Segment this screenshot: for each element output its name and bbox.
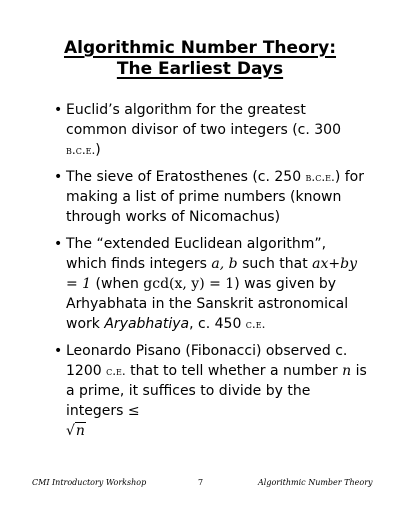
bullet-fibonacci (54, 341, 368, 441)
bullet-dot-icon: • (54, 236, 63, 252)
bullet-text: that to tell whether a number (125, 363, 343, 379)
bullet-text: The “extended Euclidean algorithm”, which finds integers (66, 236, 327, 272)
bullet-sieve (54, 167, 368, 227)
bullet-text: The sieve of Eratosthenes (c. 250 (66, 169, 306, 185)
math-expression: ax+by = 1 (66, 256, 358, 292)
bullet-text: Euclid’s algorithm for the greatest common divisor of two integers (c. 300 (66, 102, 341, 138)
footer-page-number: 7 (198, 478, 204, 487)
sqrt-expression (66, 422, 86, 439)
slide-title (0, 38, 400, 80)
bullet-text: Leonardo Pisano (Fibonacci) observed c. 1200 (66, 343, 348, 379)
sqrt-icon: √ (66, 423, 75, 439)
footer-left: CMI Introductory Workshop (32, 478, 147, 487)
bullet-text: (when (91, 276, 144, 292)
work-title: Aryabhatiya (104, 316, 190, 332)
bullet-extended-euclid (54, 234, 368, 334)
footer-right: Algorithmic Number Theory (258, 478, 373, 487)
bullet-text: , c. 450 (189, 316, 246, 332)
bullet-dot-icon: • (54, 169, 63, 185)
title-line-1: Algorithmic Number Theory: (63, 38, 337, 58)
bullet-text: ) (95, 142, 101, 158)
math-expression: a, b (211, 256, 238, 272)
leq-symbol: ≤ (127, 403, 140, 419)
bullet-dot-icon: • (54, 102, 63, 118)
bullet-text: such that (237, 256, 313, 272)
math-expression: gcd(x, y) = 1 (143, 276, 235, 292)
bullet-euclid (54, 100, 368, 160)
era-label: b.c.e. (305, 170, 335, 184)
bullet-dot-icon: • (54, 343, 63, 359)
bullet-text: ) for making a list of prime numbers (known through works of Nicomachus) (66, 169, 365, 225)
era-label: c.e. (245, 317, 266, 331)
bullet-list (54, 100, 368, 448)
bullet-text: is a prime, it suffices to divide by the integers (66, 363, 367, 419)
math-expression: n (342, 363, 352, 379)
era-label: c.e. (106, 364, 126, 378)
sqrt-argument: n (75, 423, 85, 439)
era-label: b.c.e. (66, 143, 96, 157)
title-line-2: The Earliest Days (116, 59, 284, 79)
bullet-text: ) was given by Arhyabhata in the Sanskrit astronomical work (66, 276, 349, 332)
